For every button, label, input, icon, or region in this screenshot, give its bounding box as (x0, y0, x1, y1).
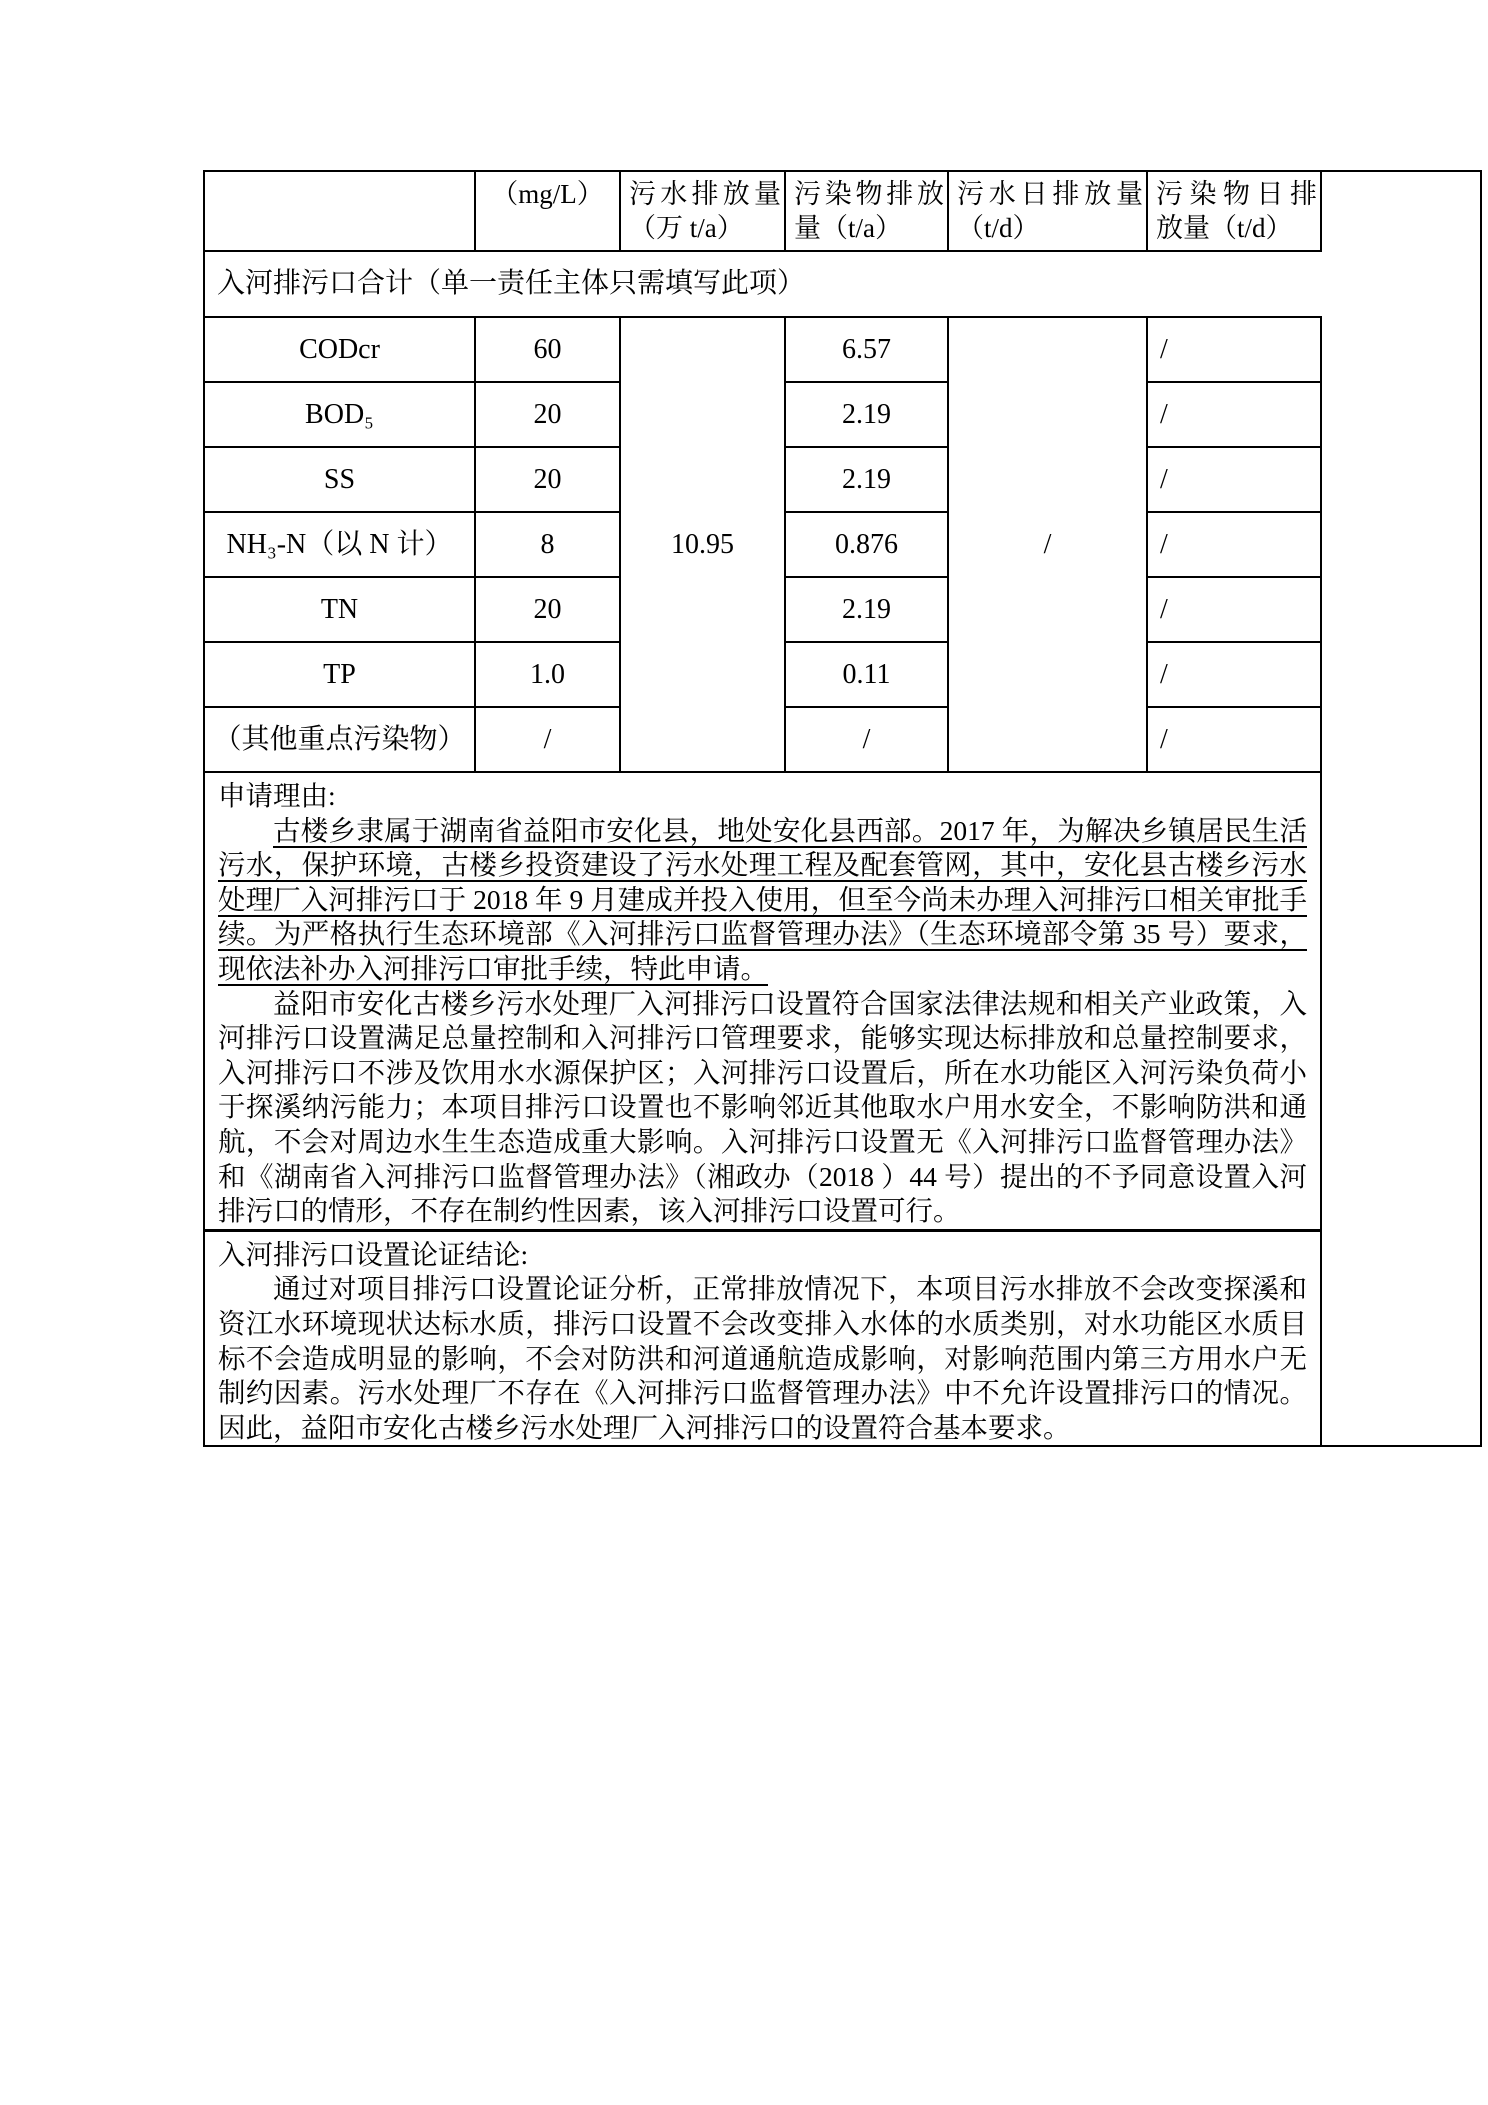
header-wastewater-discharge: 污水排放量（万 t/a） (620, 171, 785, 251)
concentration-cell: 8 (475, 512, 620, 577)
total-label-cell: 入河排污口合计（单一责任主体只需填写此项） (204, 251, 1321, 317)
conclusion-title: 入河排污口设置论证结论: (218, 1238, 529, 1270)
daily-load-cell: / (1147, 577, 1321, 642)
pollutant-name-cell: （其他重点污染物） (204, 707, 475, 772)
table-row (204, 642, 1481, 707)
pollutant-name-cell: CODcr (204, 317, 475, 382)
concentration-cell: 60 (475, 317, 620, 382)
pollutant-load-cell: 2.19 (785, 577, 948, 642)
total-row (204, 251, 1481, 317)
table-row (204, 317, 1481, 382)
table-row (204, 382, 1481, 447)
application-title: 申请理由: (218, 780, 336, 811)
total-wastewater-cell: 10.95 (620, 317, 785, 772)
pollutant-name-cell: TP (204, 642, 475, 707)
application-paragraph: 益阳市安化古楼乡污水处理厂入河排污口设置符合国家法律法规和相关产业政策，入河排污口设置满足总量控制和入河排污口管理要求，能够实现达标排放和总量控制要求，入河排污口不涉及饮用水水源保护区；入河排污口设置后，所在水功能区入河污染负荷小于探溪纳污能力；本项目排污口设置也不影响邻近其他取水户用水安全，不影响防洪和通航，不会对周边水生生态造成重大影响。入河排污口设置无《入河排污口监督管理办法》和《湖南省入河排污口监督管理办法》（湘政办（2018 ）44 号）提出的不予同意设置入河排污口的情形，不存在制约性因素，该入河排污口设置可行。 (218, 987, 1307, 1227)
application-section (204, 772, 1321, 1230)
header-daily-pollutant: 污染物日排放量（t/d） (1147, 171, 1321, 251)
pollutant-load-cell: 2.19 (785, 382, 948, 447)
pollutant-load-cell: 0.876 (785, 512, 948, 577)
conclusion-section (204, 1230, 1321, 1446)
header-name-cell (204, 171, 475, 251)
concentration-cell: 1.0 (475, 642, 620, 707)
daily-load-cell: / (1147, 512, 1321, 577)
concentration-cell: / (475, 707, 620, 772)
pollutant-name-cell: BOD₅ (204, 382, 475, 447)
pollutant-load-cell: 2.19 (785, 447, 948, 512)
pollutant-name-cell: NH₃-N（以 N 计） (204, 512, 475, 577)
pollutant-load-cell: / (785, 707, 948, 772)
daily-load-cell: / (1147, 382, 1321, 447)
right-margin-strip (1321, 171, 1481, 1446)
table-row (204, 447, 1481, 512)
concentration-cell: 20 (475, 577, 620, 642)
daily-load-cell: / (1147, 707, 1321, 772)
daily-load-cell: / (1147, 317, 1321, 382)
table-row (204, 577, 1481, 642)
conclusion-section-row (204, 1230, 1481, 1446)
pollutant-name-cell: SS (204, 447, 475, 512)
header-concentration-unit: （mg/L） (475, 171, 620, 251)
concentration-cell: 20 (475, 447, 620, 512)
discharge-outlet-table (203, 170, 1482, 1447)
header-daily-wastewater: 污水日排放量（t/d） (948, 171, 1147, 251)
table-row (204, 707, 1481, 772)
daily-load-cell: / (1147, 447, 1321, 512)
daily-wastewater-cell: / (948, 317, 1147, 772)
concentration-cell: 20 (475, 382, 620, 447)
application-section-row (204, 772, 1481, 1230)
pollutant-load-cell: 6.57 (785, 317, 948, 382)
table-header-row (204, 171, 1481, 251)
pollutant-name-cell: TN (204, 577, 475, 642)
table-row (204, 512, 1481, 577)
conclusion-paragraph: 通过对项目排污口设置论证分析，正常排放情况下，本项目污水排放不会改变探溪和资江水环境现状达标水质，排污口设置不会改变排入水体的水质类别，对水功能区水质目标不会造成明显的影响，不会对防洪和河道通航造成影响，对影响范围内第三方用水户无制约因素。污水处理厂不存在《入河排污口监督管理办法》中不允许设置排污口的情况。因此，益阳市安化古楼乡污水处理厂入河排污口的设置符合基本要求。 (218, 1273, 1307, 1443)
application-paragraph-underlined: 古楼乡隶属于湖南省益阳市安化县，地处安化县西部。2017 年，为解决乡镇居民生活污水，保护环境，古楼乡投资建设了污水处理工程及配套管网，其中，安化县古楼乡污水处理厂入河排污口于 2018 年 9 月建成并投入使用，但至今尚未办理入河排污口相关审批手续。为严格执行生态环境部《入河排污口监督管理办法》（生态环境部令第 35 号）要求，现依法补办入河排污口审批手续，特此申请。 (218, 814, 1307, 984)
pollutant-load-cell: 0.11 (785, 642, 948, 707)
daily-load-cell: / (1147, 642, 1321, 707)
header-pollutant-discharge: 污染物排放量（t/a） (785, 171, 948, 251)
